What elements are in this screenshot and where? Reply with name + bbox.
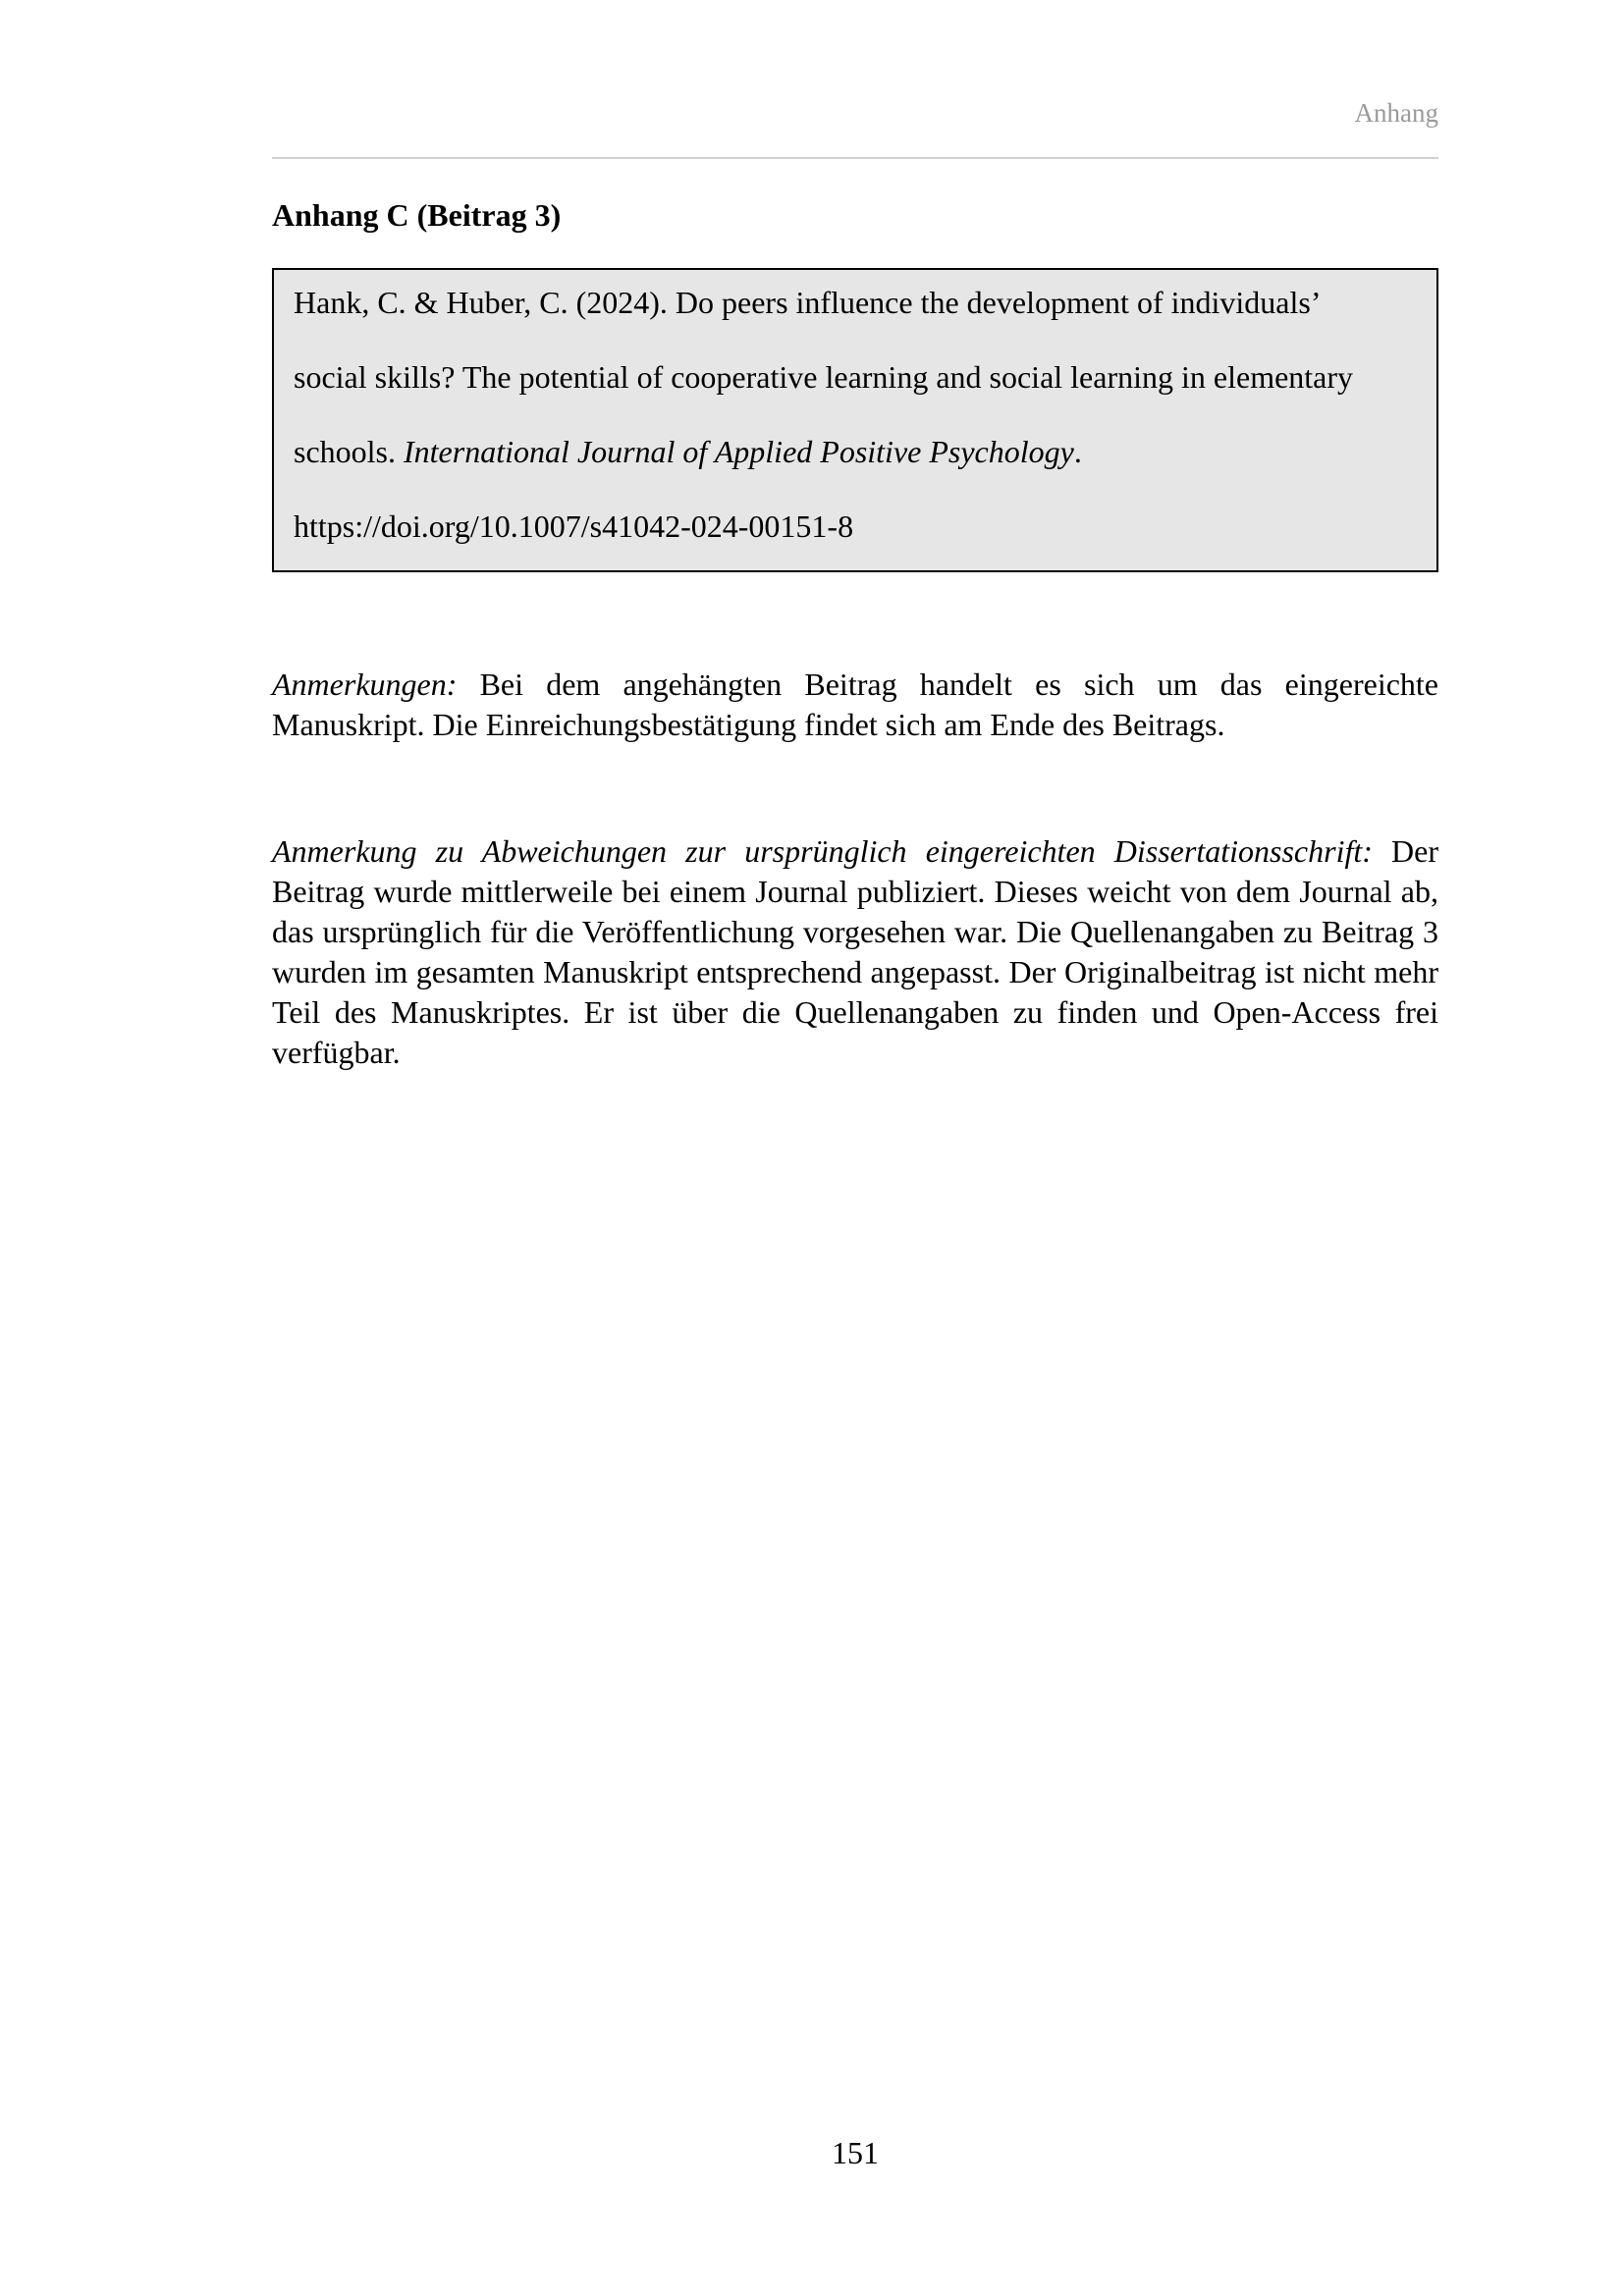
page-number: 151 [832, 2135, 879, 2170]
citation-journal-name: International Journal of Applied Positive Psychology [404, 434, 1074, 469]
citation-line-authors: Hank, C. & Huber, C. (2024). Do peers influence the development of individuals’ [294, 285, 1322, 320]
citation-line-title: social skills? The potential of cooperative learning and social learning in elementary [294, 359, 1354, 395]
header-divider [272, 157, 1438, 159]
citation-box [272, 268, 1438, 572]
section-heading: Anhang C (Beitrag 3) [272, 197, 562, 233]
citation-journal-suffix: . [1073, 434, 1082, 469]
deviation-label: Anmerkung zu Abweichungen zur ursprünglich eingereichten Dissertationsschrift: [272, 833, 1373, 869]
remarks-text: Bei dem angehängten Beitrag handelt es sich um das eingereichte Manuskript. Die Einreichungsbestätigung findet sich am Ende des Beitrags. [272, 667, 1438, 742]
deviation-text: Der Beitrag wurde mittlerweile bei einem Journal publiziert. Dieses weicht von dem Journal ab, das ursprünglich für die Veröffentlichung vorgesehen war. Die Quellenangaben zu Beitrag 3 wurden im gesamten Manuskript entsprechend angepasst. Der Originalbeitrag ist nicht mehr Teil des Manuskriptes. Er ist über die Quellenangaben zu finden und Open-Access frei verfügbar. [272, 833, 1439, 1070]
citation-line-journal [294, 432, 1082, 471]
running-header: Anhang [1354, 98, 1438, 128]
citation-doi-link[interactable]: https://doi.org/10.1007/s41042-024-00151-8 [294, 508, 854, 544]
remarks-label: Anmerkungen: [272, 667, 458, 702]
remarks-paragraph [272, 665, 1438, 745]
citation-journal-prefix: schools. [294, 434, 404, 469]
deviation-paragraph [272, 831, 1438, 1073]
